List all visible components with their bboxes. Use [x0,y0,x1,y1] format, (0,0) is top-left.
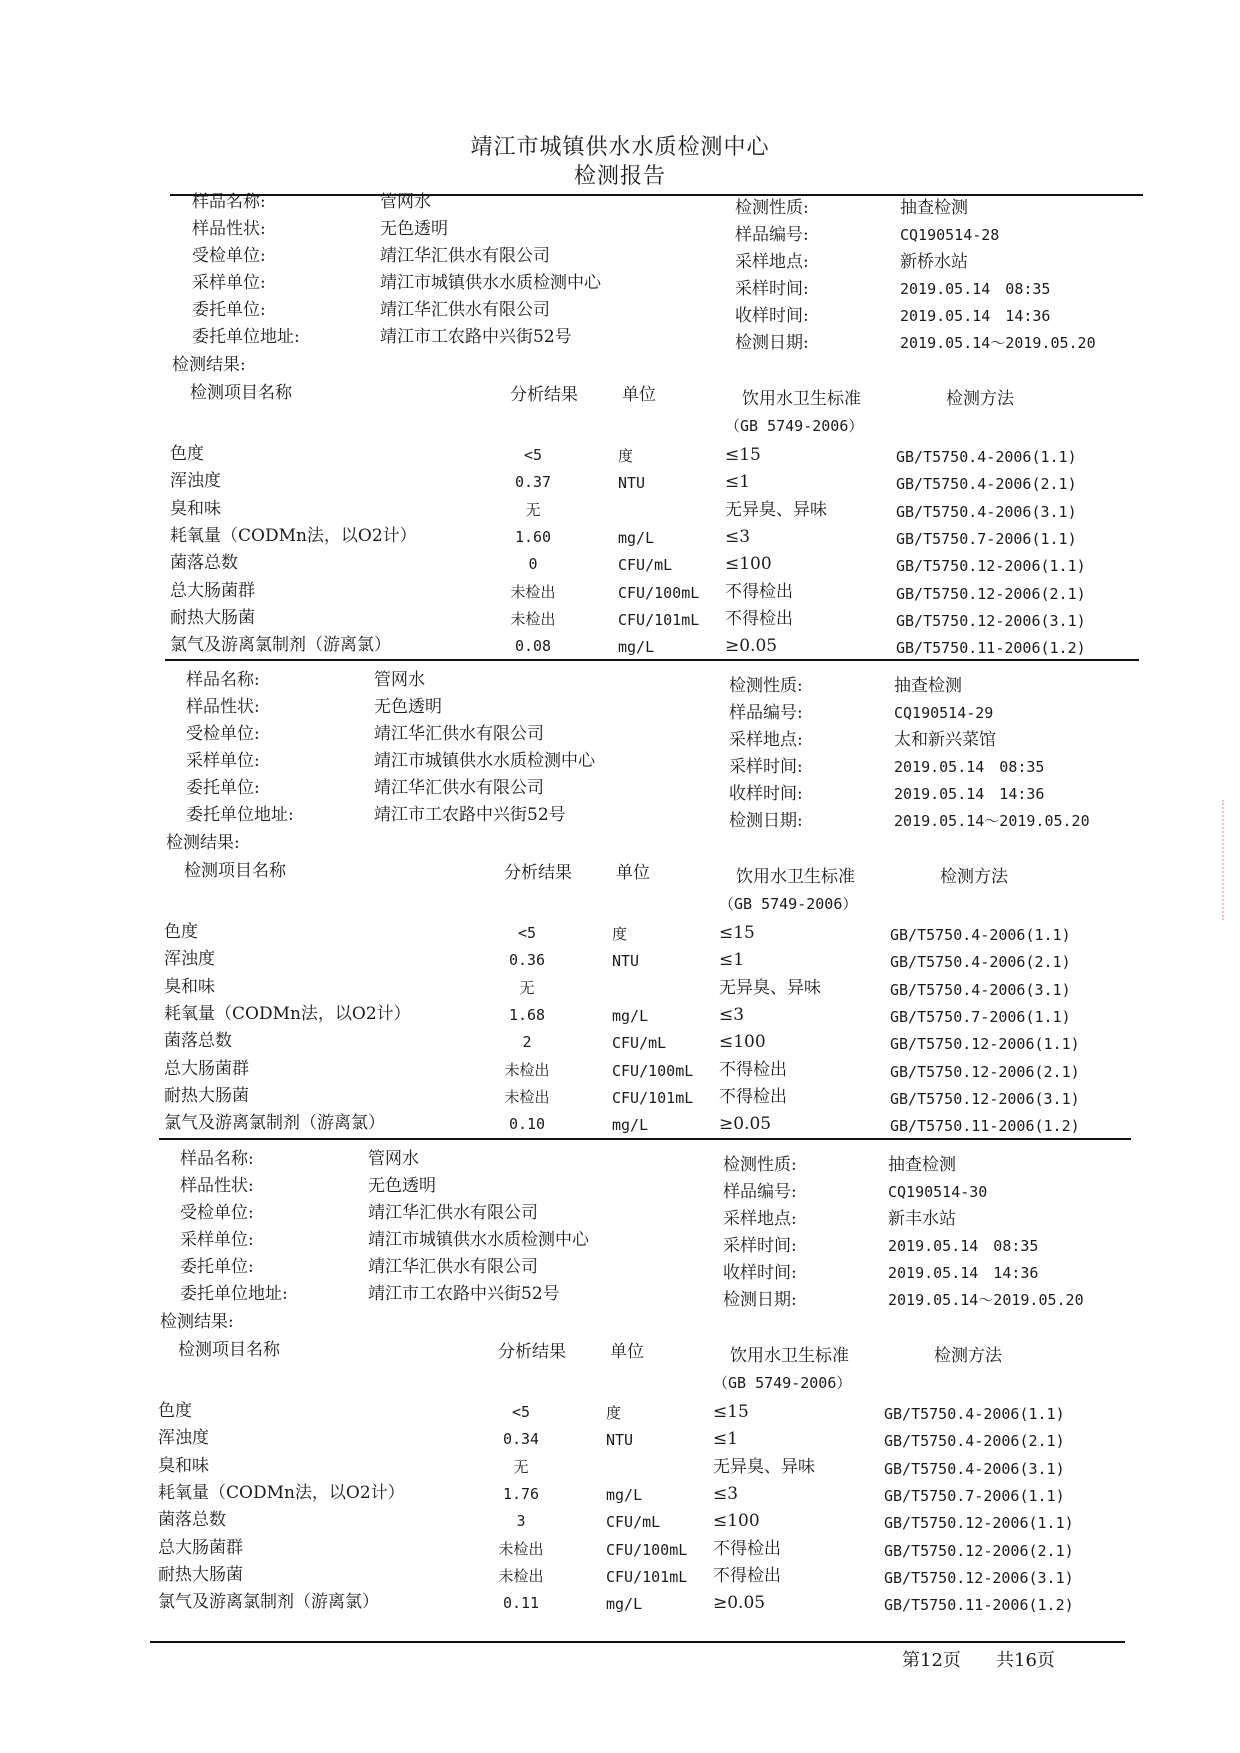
result-value: 无 [525,500,541,519]
result-standard: ≤100 [725,554,772,575]
result-method: GB/T5750.11-2006(1.2) [890,1117,1080,1136]
header-standard: 饮用水卫生标准 [742,389,861,409]
header-unit: 单位 [610,1342,644,1362]
sample-state-label: 样品性状: [192,219,266,239]
result-method: GB/T5750.4-2006(1.1) [884,1405,1065,1423]
header-method: 检测方法 [946,389,1014,409]
sample-number-value: CQ190514-30 [888,1183,988,1201]
result-unit: CFU/mL [606,1513,661,1532]
results-label: 检测结果: [172,355,246,375]
sampling-time-label: 采样时间: [723,1236,797,1256]
result-item: 耐热大肠菌 [158,1564,243,1585]
result-method: GB/T5750.7-2006(1.1) [896,529,1077,548]
header-standard-code: （GB 5749-2006） [725,417,864,435]
result-method: GB/T5750.4-2006(1.1) [896,448,1077,466]
test-date-label: 检测日期: [729,811,803,831]
sampling-unit-value: 靖江市城镇供水水质检测中心 [368,1230,589,1250]
result-method: GB/T5750.7-2006(1.1) [890,1007,1071,1026]
results-label: 检测结果: [166,833,240,853]
result-unit: mg/L [612,1006,649,1025]
sample-name-value: 管网水 [380,192,431,212]
entrusting-address-value: 靖江市工农路中兴街52号 [368,1284,560,1304]
test-nature-value: 抽查检测 [894,676,962,696]
sampling-unit-value: 靖江市城镇供水水质检测中心 [374,751,595,771]
result-method: GB/T5750.12-2006(2.1) [884,1541,1074,1560]
result-value: 0.11 [502,1594,540,1613]
sampling-unit-label: 采样单位: [180,1230,254,1250]
sampling-time-value: 2019.05.14 08:35 [894,758,1045,776]
result-standard: ≤3 [725,526,751,547]
result-item: 总大肠菌群 [170,580,255,601]
sampling-site-value: 太和新兴菜馆 [894,730,996,750]
result-method: GB/T5750.12-2006(2.1) [896,584,1086,603]
result-value: 未检出 [510,609,556,628]
result-unit: CFU/mL [618,556,673,575]
receiving-time-value: 2019.05.14 14:36 [888,1264,1039,1282]
test-nature-label: 检测性质: [723,1155,797,1175]
result-unit: 度 [612,925,628,943]
sample-name-value: 管网水 [374,670,425,690]
result-value: <5 [523,446,543,464]
result-item: 耗氧量（CODMn法，以O2计） [164,1003,411,1024]
stamp-mark [1222,800,1234,920]
result-item: 氯气及游离氯制剂（游离氯） [170,635,391,656]
result-unit: CFU/100mL [618,583,700,602]
test-nature-value: 抽查检测 [888,1155,956,1175]
result-value: 未检出 [504,1060,550,1079]
inspected-unit-label: 受检单位: [186,724,260,744]
result-item: 总大肠菌群 [164,1058,249,1079]
sample-block-2 [144,670,1144,1146]
header-result: 分析结果 [504,863,572,883]
result-value: 1.60 [514,527,552,546]
results-label: 检测结果: [160,1312,234,1332]
result-unit: NTU [606,1431,634,1450]
result-item: 耐热大肠菌 [164,1085,249,1106]
result-standard: 无异臭、异味 [713,1456,815,1477]
test-nature-value: 抽查检测 [900,198,968,218]
entrusting-unit-label: 委托单位: [186,778,260,798]
sample-state-label: 样品性状: [186,697,260,717]
result-method: GB/T5750.4-2006(2.1) [896,475,1077,494]
entrusting-unit-value: 靖江华汇供水有限公司 [374,778,544,798]
result-item: 浑浊度 [170,471,221,492]
result-standard: ≤100 [719,1032,766,1053]
result-value: 无 [513,1457,529,1476]
sampling-site-label: 采样地点: [723,1209,797,1229]
sampling-unit-value: 靖江市城镇供水水质检测中心 [380,273,601,293]
separator-rule-1 [165,659,1139,661]
result-value: 无 [519,978,535,997]
test-date-label: 检测日期: [735,333,809,353]
result-method: GB/T5750.4-2006(3.1) [890,980,1071,999]
result-unit: mg/L [618,638,655,657]
result-item: 浑浊度 [164,949,215,970]
test-nature-label: 检测性质: [729,676,803,696]
result-item: 耐热大肠菌 [170,607,255,628]
result-item: 耗氧量（CODMn法，以O2计） [170,525,417,546]
result-method: GB/T5750.4-2006(2.1) [890,953,1071,972]
report-title: 靖江市城镇供水水质检测中心 [470,135,770,160]
result-unit: 度 [606,1404,622,1422]
test-date-value: 2019.05.14～2019.05.20 [900,334,1096,352]
sampling-unit-label: 采样单位: [186,751,260,771]
sampling-unit-label: 采样单位: [192,273,266,293]
result-value: <5 [517,924,537,942]
result-standard: ≥0.05 [719,1114,772,1135]
result-value: <5 [511,1403,531,1421]
sampling-site-value: 新丰水站 [888,1209,956,1229]
result-standard: 不得检出 [713,1538,781,1559]
result-method: GB/T5750.12-2006(3.1) [884,1568,1074,1587]
result-unit: mg/L [612,1116,649,1135]
report-subtitle: 检测报告 [573,164,666,189]
header-unit: 单位 [616,863,650,883]
sample-number-label: 样品编号: [729,703,803,723]
sampling-time-label: 采样时间: [735,279,809,299]
result-value: 0.08 [514,637,552,656]
header-standard-code: （GB 5749-2006） [713,1374,852,1392]
result-method: GB/T5750.12-2006(1.1) [884,1514,1074,1533]
result-value: 0.10 [508,1115,546,1134]
separator-rule-2 [159,1138,1131,1140]
result-standard: ≤1 [725,472,751,493]
result-item: 氯气及游离氯制剂（游离氯） [158,1592,379,1613]
entrusting-address-value: 靖江市工农路中兴街52号 [374,805,566,825]
entrusting-address-label: 委托单位地址: [192,327,300,347]
result-standard: ≤15 [713,1402,749,1422]
result-item: 菌落总数 [158,1510,226,1531]
receiving-time-label: 收样时间: [735,306,809,326]
result-item: 浑浊度 [158,1428,209,1449]
result-method: GB/T5750.4-2006(2.1) [884,1432,1065,1451]
result-unit: mg/L [606,1595,643,1614]
entrusting-address-label: 委托单位地址: [186,805,294,825]
receiving-time-label: 收样时间: [723,1263,797,1283]
header-item: 检测项目名称 [178,1340,280,1360]
result-standard: 不得检出 [713,1565,781,1586]
result-item: 臭和味 [164,976,215,997]
result-method: GB/T5750.12-2006(1.1) [896,557,1086,576]
result-value: 未检出 [510,582,556,601]
receiving-time-value: 2019.05.14 14:36 [900,307,1051,325]
entrusting-unit-label: 委托单位: [192,300,266,320]
result-standard: ≤15 [719,923,755,943]
result-value: 0.36 [508,951,546,970]
test-date-value: 2019.05.14～2019.05.20 [894,812,1090,830]
result-standard: ≤1 [719,950,745,971]
result-value: 1.68 [508,1005,546,1024]
result-item: 色度 [158,1401,192,1421]
result-standard: ≤100 [713,1511,760,1532]
result-standard: 不得检出 [719,1086,787,1107]
sample-name-label: 样品名称: [186,670,260,690]
inspected-unit-label: 受检单位: [192,246,266,266]
result-unit: 度 [618,447,634,465]
header-standard: 饮用水卫生标准 [736,867,855,887]
result-item: 臭和味 [170,498,221,519]
sampling-site-label: 采样地点: [735,252,809,272]
sample-state-value: 无色透明 [380,219,448,239]
result-item: 色度 [170,444,204,464]
result-unit: NTU [612,952,640,971]
result-method: GB/T5750.11-2006(1.2) [896,639,1086,658]
page-total: 共16页 [996,1650,1055,1671]
entrusting-unit-value: 靖江华汇供水有限公司 [380,300,550,320]
sample-name-value: 管网水 [368,1149,419,1169]
header-method: 检测方法 [940,867,1008,887]
inspected-unit-value: 靖江华汇供水有限公司 [374,724,544,744]
result-unit: CFU/101mL [612,1088,694,1107]
sample-number-value: CQ190514-28 [900,226,1000,244]
result-method: GB/T5750.12-2006(2.1) [890,1062,1080,1081]
test-date-label: 检测日期: [723,1290,797,1310]
result-value: 0.37 [514,473,552,492]
result-unit: mg/L [618,528,655,547]
result-value: 1.76 [502,1484,540,1503]
result-item: 菌落总数 [170,553,238,574]
result-unit: CFU/101mL [618,610,700,629]
result-standard: ≤15 [725,445,761,465]
sampling-time-value: 2019.05.14 08:35 [888,1237,1039,1255]
result-standard: ≥0.05 [713,1593,766,1614]
result-standard: ≥0.05 [725,636,778,657]
sampling-time-value: 2019.05.14 08:35 [900,280,1051,298]
result-item: 臭和味 [158,1455,209,1476]
entrusting-address-label: 委托单位地址: [180,1284,288,1304]
header-standard: 饮用水卫生标准 [730,1346,849,1366]
result-value: 2 [522,1033,532,1052]
sampling-site-value: 新桥水站 [900,252,968,272]
result-method: GB/T5750.12-2006(3.1) [896,611,1086,630]
result-method: GB/T5750.12-2006(3.1) [890,1089,1080,1108]
result-method: GB/T5750.4-2006(3.1) [884,1459,1065,1478]
result-item: 菌落总数 [164,1031,232,1052]
inspected-unit-value: 靖江华汇供水有限公司 [380,246,550,266]
result-method: GB/T5750.7-2006(1.1) [884,1486,1065,1505]
result-standard: 不得检出 [719,1059,787,1080]
result-standard: ≤3 [713,1483,739,1504]
result-unit: CFU/mL [612,1034,667,1053]
result-item: 总大肠菌群 [158,1537,243,1558]
page-number: 第12页 [902,1650,961,1671]
result-standard: 不得检出 [725,581,793,602]
result-item: 氯气及游离氯制剂（游离氯） [164,1113,385,1134]
header-result: 分析结果 [510,385,578,405]
header-unit: 单位 [622,385,656,405]
result-value: 未检出 [504,1087,550,1106]
sample-state-label: 样品性状: [180,1176,254,1196]
sample-state-value: 无色透明 [368,1176,436,1196]
result-value: 未检出 [498,1566,544,1585]
result-standard: 无异臭、异味 [725,499,827,520]
result-unit: CFU/100mL [606,1540,688,1559]
header-item: 检测项目名称 [190,383,292,403]
sample-number-value: CQ190514-29 [894,704,994,722]
test-date-value: 2019.05.14～2019.05.20 [888,1291,1084,1309]
header-item: 检测项目名称 [184,861,286,881]
result-unit: CFU/101mL [606,1567,688,1586]
sample-number-label: 样品编号: [735,225,809,245]
entrusting-unit-value: 靖江华汇供水有限公司 [368,1257,538,1277]
result-item: 耗氧量（CODMn法，以O2计） [158,1482,405,1503]
result-standard: 无异臭、异味 [719,977,821,998]
result-standard: ≤1 [713,1429,739,1450]
result-value: 0 [528,555,538,574]
receiving-time-value: 2019.05.14 14:36 [894,785,1045,803]
result-unit: NTU [618,474,646,493]
sample-state-value: 无色透明 [374,697,442,717]
result-unit: mg/L [606,1485,643,1504]
result-standard: ≤3 [719,1004,745,1025]
result-method: GB/T5750.4-2006(1.1) [890,926,1071,944]
result-standard: 不得检出 [725,608,793,629]
result-value: 未检出 [498,1539,544,1558]
sample-name-label: 样品名称: [192,192,266,212]
result-method: GB/T5750.4-2006(3.1) [896,502,1077,521]
header-result: 分析结果 [498,1342,566,1362]
header-method: 检测方法 [934,1346,1002,1366]
receiving-time-label: 收样时间: [729,784,803,804]
test-nature-label: 检测性质: [735,198,809,218]
inspected-unit-label: 受检单位: [180,1203,254,1223]
sample-block-1 [150,192,1150,668]
sample-number-label: 样品编号: [723,1182,797,1202]
header-standard-code: （GB 5749-2006） [719,895,858,913]
result-value: 0.34 [502,1430,540,1449]
inspected-unit-value: 靖江华汇供水有限公司 [368,1203,538,1223]
sampling-site-label: 采样地点: [729,730,803,750]
result-item: 色度 [164,922,198,942]
sampling-time-label: 采样时间: [729,757,803,777]
result-unit: CFU/100mL [612,1061,694,1080]
result-method: GB/T5750.11-2006(1.2) [884,1596,1074,1615]
result-method: GB/T5750.12-2006(1.1) [890,1035,1080,1054]
entrusting-address-value: 靖江市工农路中兴街52号 [380,327,572,347]
result-value: 3 [516,1512,526,1531]
entrusting-unit-label: 委托单位: [180,1257,254,1277]
bottom-rule [150,1641,1125,1643]
sample-block-3 [138,1149,1138,1625]
sample-name-label: 样品名称: [180,1149,254,1169]
